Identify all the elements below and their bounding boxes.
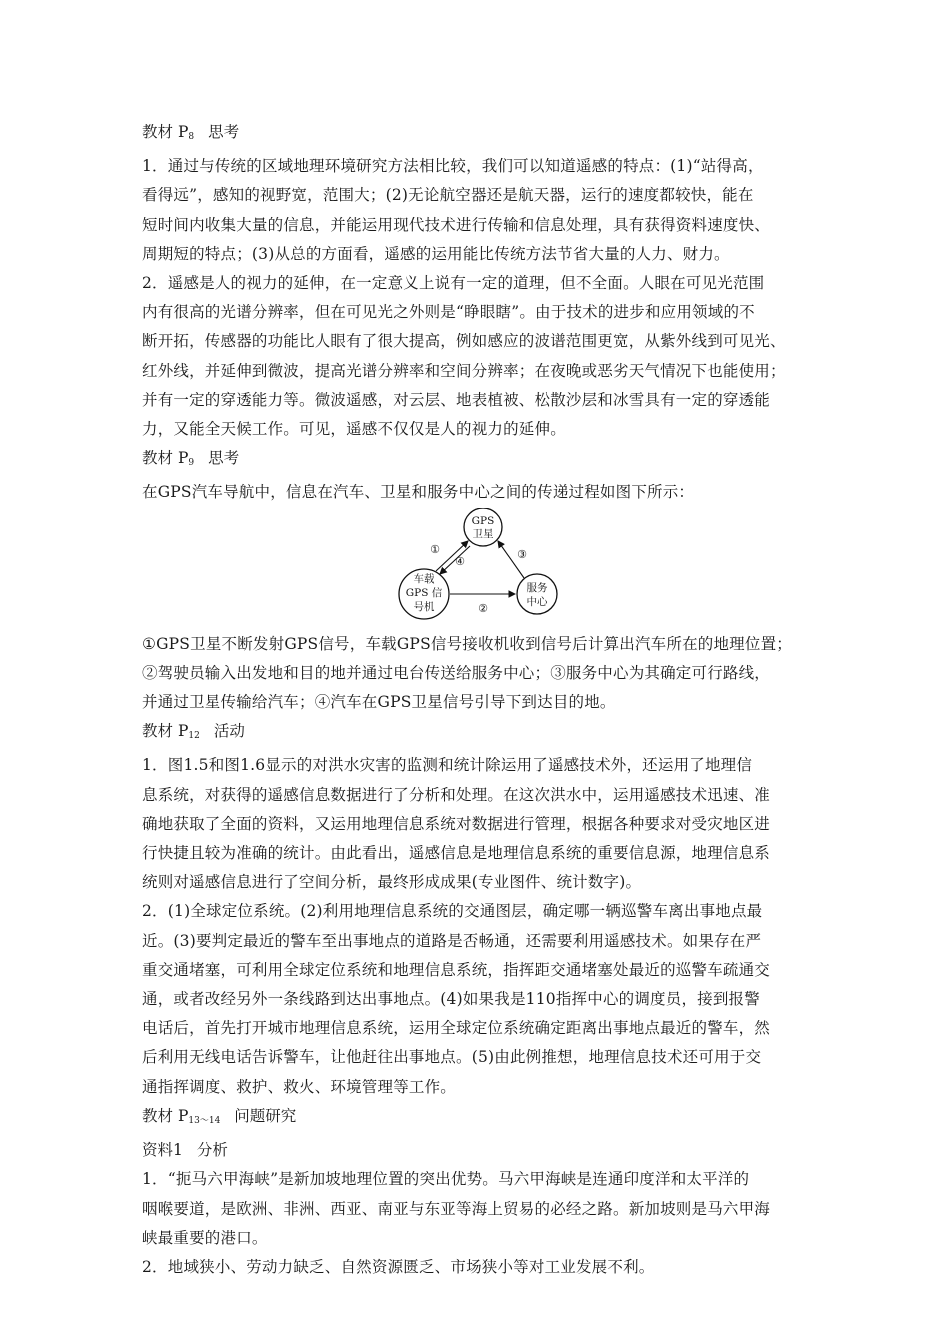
- paragraph-line: 断开拓，传感器的功能比人眼有了很大提高，例如感应的波谱范围更宽，从紫外线到可见光、: [142, 332, 786, 351]
- paragraph-line: 内有很高的光谱分辨率，但在可见光之外则是“睁眼瞎”。由于技术的进步和应用领域的不: [142, 303, 755, 322]
- heading-page: P: [177, 722, 189, 741]
- heading-page-sub: 13～14: [188, 1115, 221, 1126]
- paragraph-line: 峡最重要的港口。: [142, 1228, 268, 1247]
- service-center-node: [517, 574, 557, 614]
- heading-title: 问题研究: [234, 1106, 297, 1125]
- heading-page: P: [177, 123, 189, 141]
- car-label: 车载: [413, 572, 435, 585]
- paragraph-line: 红外线，并延伸到微波，提高光谱分辨率和空间分辨率；在夜晚或恶劣天气情况下也能使用；: [142, 361, 786, 380]
- paragraph-line: ①GPS卫星不断发射GPS信号，车载GPS信号接收机收到信号后计算出汽车所在的地理位置；: [142, 634, 792, 653]
- paragraph-line: 并有一定的穿透能力等。微波遥感，对云层、地表植被、松散沙层和冰雪具有一定的穿透能: [142, 390, 771, 409]
- heading-page-sub: 12: [188, 731, 200, 742]
- satellite-label: 卫星: [472, 527, 494, 540]
- paragraph-line: 统则对遥感信息进行了空间分析，最终形成成果(专业图件、统计数字)。: [142, 873, 642, 892]
- paragraph-line: 并通过卫星传输给汽车；④汽车在GPS卫星信号引导下到达目的地。: [142, 693, 616, 712]
- heading-label: 教材: [142, 722, 174, 741]
- satellite-label: GPS: [471, 514, 495, 527]
- paragraph-line: ②驾驶员输入出发地和目的地并通过电台传送给服务中心；③服务中心为其确定可行路线，: [142, 663, 771, 682]
- arrow-number-2: ②: [478, 601, 488, 615]
- arrow-number-1: ①: [430, 542, 440, 556]
- heading-page-sub: 9: [188, 458, 195, 469]
- paragraph-line: 1．“扼马六甲海峡”是新加坡地理位置的突出优势。马六甲海峡是连通印度洋和太平洋的: [142, 1170, 750, 1189]
- service-center-label: 服务: [526, 581, 548, 594]
- paragraph-line: 力，又能全天候工作。可见，遥感不仅仅是人的视力的延伸。: [142, 420, 566, 439]
- paragraph-line: 通指挥调度、救护、救火、环境管理等工作。: [142, 1077, 457, 1096]
- section-heading-p12: [142, 717, 822, 751]
- paragraph-line: 咽喉要道，是欧洲、非洲、西亚、南亚与东亚等海上贸易的必经之路。新加坡则是马六甲海: [142, 1199, 771, 1218]
- heading-title: 思考: [208, 449, 240, 468]
- paragraph-line: 在GPS汽车导航中，信息在汽车、卫星和服务中心之间的传递过程如图下所示：: [142, 483, 695, 502]
- car-label: GPS 信: [405, 586, 443, 599]
- paragraph-line: 2．遥感是人的视力的延伸，在一定意义上说有一定的道理，但不全面。人眼在可见光范围: [142, 274, 765, 293]
- heading-page: P: [177, 1106, 189, 1125]
- heading-page-sub: 8: [188, 132, 195, 142]
- material-title: 分析: [196, 1141, 228, 1160]
- heading-page: P: [177, 449, 189, 468]
- paragraph-line: 电话后，首先打开城市地理信息系统，运用全球定位系统确定距离出事地点最近的警车，然: [142, 1019, 771, 1038]
- material-heading: [142, 1136, 822, 1165]
- arrow-number-3: ③: [517, 547, 527, 561]
- heading-label: 教材: [142, 123, 174, 141]
- paragraph-line: 后利用无线电话告诉警车，让他赶往出事地点。(5)由此例推想，地理信息技术还可用于交: [142, 1048, 762, 1067]
- paragraph-line: 息系统，对获得的遥感信息数据进行了分析和处理。在这次洪水中，运用遥感技术迅速、准: [142, 785, 771, 804]
- section-heading-p8: [142, 118, 822, 152]
- paragraph-line: 周期短的特点；(3)从总的方面看，遥感的运用能比传统方法节省大量的人力、财力。: [142, 244, 730, 263]
- heading-title: 活动: [213, 722, 245, 741]
- heading-title: 思考: [208, 123, 240, 141]
- document-body: [142, 118, 822, 1282]
- paragraph-line: 2．(1)全球定位系统。(2)利用地理信息系统的交通图层，确定哪一辆巡警车离出事地点最: [142, 902, 763, 921]
- material-label: 资料1: [142, 1141, 183, 1160]
- paragraph-line: 1．通过与传统的区域地理环境研究方法相比较，我们可以知道遥感的特点：(1)“站得高，: [142, 157, 764, 176]
- heading-label: 教材: [142, 449, 174, 468]
- paragraph-line: 确地获取了全面的资料，又运用地理信息系统对数据进行管理，根据各种要求对受灾地区进: [142, 814, 771, 833]
- arrow-number-4: ④: [455, 554, 465, 568]
- car-label: 号机: [413, 600, 435, 613]
- service-center-label: 中心: [526, 595, 548, 608]
- section-heading-p9: [142, 444, 822, 478]
- paragraph-line: 2．地域狭小、劳动力缺乏、自然资源匮乏、市场狭小等对工业发展不利。: [142, 1257, 655, 1276]
- section-heading-p13: [142, 1102, 822, 1136]
- paragraph-line: 通，或者改经另外一条线路到达出事地点。(4)如果我是110指挥中心的调度员，接到报警: [142, 990, 760, 1009]
- paragraph-line: 重交通堵塞，可利用全球定位系统和地理信息系统，指挥距交通堵塞处最近的巡警车疏通交: [142, 960, 771, 979]
- paragraph-line: 短时间内收集大量的信息，并能运用现代技术进行传输和信息处理，具有获得资料速度快、: [142, 215, 771, 234]
- gps-navigation-diagram: [388, 508, 568, 630]
- heading-label: 教材: [142, 1106, 174, 1125]
- paragraph-line: 看得远”，感知的视野宽，范围大；(2)无论航空器还是航天器，运行的速度都较快，能在: [142, 186, 754, 205]
- paragraph-line: 近。(3)要判定最近的警车至出事地点的道路是否畅通，还需要利用遥感技术。如果存在严: [142, 931, 762, 950]
- paragraph-line: 行快捷且较为准确的统计。由此看出，遥感信息是地理信息系统的重要信息源，地理信息系: [142, 844, 771, 863]
- paragraph-line: 1．图1.5和图1.6显示的对洪水灾害的监测和统计除运用了遥感技术外，还运用了地理信: [142, 756, 753, 775]
- satellite-node: [464, 508, 502, 546]
